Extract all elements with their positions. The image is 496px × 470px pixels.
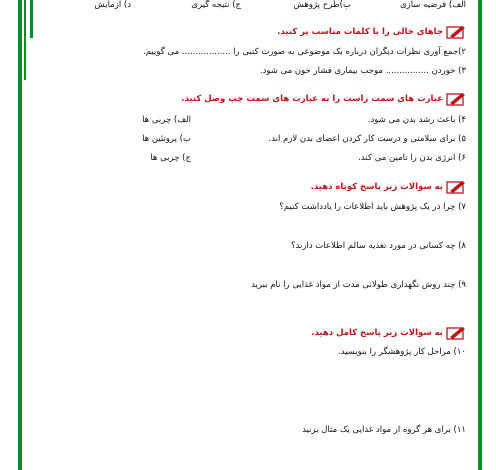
pen-paper-icon	[446, 180, 466, 194]
top-option-d: د) آزمایش	[94, 0, 131, 10]
section-fill-blank-title: جاهای خالی را با کلمات مناسب پر کنید.	[277, 27, 443, 37]
left-border-inner-lower	[24, 0, 26, 80]
question-9: ۹) چند روش نگهداری طولانی مدت از مواد غذایی را نام ببرید	[251, 280, 466, 290]
section-fill-blank-header	[277, 25, 466, 39]
match-option-a: الف) چربی ها	[142, 115, 191, 125]
left-border-inner	[30, 0, 33, 38]
question-5: ۵) برای سلامتی و درست کار کردن اعضای بدن لازم اند.	[268, 134, 466, 144]
top-option-c: ج) نتیجه گیری	[191, 0, 241, 10]
section-matching-title: عبارت های سمت راست را به عبارت های سمت چپ وصل کنید.	[181, 94, 443, 104]
section-matching-header	[181, 92, 466, 106]
question-7: ۷) چرا در یک پژوهش باید اطلاعات را یادداشت کنیم؟	[279, 202, 466, 212]
question-8: ۸) چه کسانی در مورد تغذیه سالم اطلاعات دارند؟	[291, 241, 466, 251]
pen-paper-icon	[446, 25, 466, 39]
question-11: ۱۱) برای هر گروه از مواد غذایی یک مثال بزنید	[302, 425, 466, 435]
left-border-outer	[18, 0, 22, 470]
section-short-answer-title: به سوالات زیر پاسخ کوتاه دهید.	[310, 182, 443, 192]
match-option-b: ب) پروتئین ها	[142, 134, 191, 144]
top-option-b: ب)طرح پژوهش	[293, 0, 351, 10]
question-6: ۶) انرژی بدن را تامین می کند.	[358, 153, 466, 163]
pen-paper-icon	[446, 326, 466, 340]
pen-paper-icon	[446, 92, 466, 106]
section-full-answer-header	[311, 326, 466, 340]
section-short-answer-header	[311, 180, 466, 194]
question-3: ۳) خوردن ................ موجب بیماری فشار خون می شود.	[259, 66, 466, 76]
section-full-answer-title: به سوالات زیر پاسخ کامل دهید.	[311, 328, 443, 338]
top-option-a: الف) فرضیه سازی	[399, 0, 466, 10]
question-2: ۲)جمع آوری نظرات دیگران درباره یک موضوعی به صورت کتبی را .................. می گوییم.	[143, 47, 466, 57]
question-4: ۴) باعث رشد بدن می شود.	[367, 115, 466, 125]
match-option-c: ج) چربی ها	[150, 153, 191, 163]
question-10: ۱۰) مراحل کار پژوهشگر را بنویسید.	[337, 347, 466, 357]
right-border	[478, 0, 482, 470]
